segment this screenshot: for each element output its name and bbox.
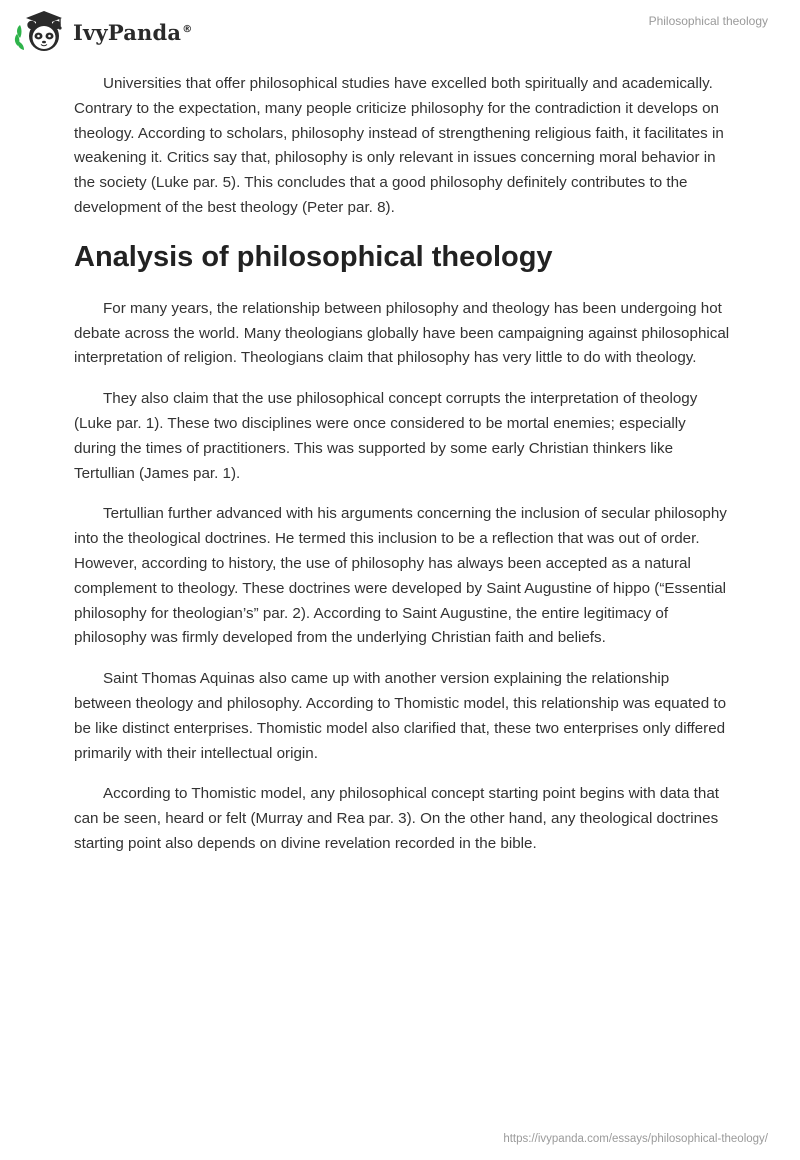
registered-mark: ® [182, 23, 193, 35]
section-heading: Analysis of philosophical theology [74, 240, 553, 273]
body-paragraph: Saint Thomas Aquinas also came up with another version explaining the relationship between theology and philosophy. According to Thomistic model, this relationship was equated to be like distinct enterprises. Thomistic model also clarified that, these two enterprises only differed primarily with their intellectual origin. [74, 670, 727, 762]
body-paragraph: They also claim that the use philosophical concept corrupts the interpretation of theology (Luke par. 1). These two disciplines were once considered to be mortal enemies; especially during the times of practitioners. This was supported by some early Christian thinkers like Tertullian (James par. 1). [74, 390, 698, 482]
body-paragraph: According to Thomistic model, any philosophical concept starting point begins with data that can be seen, heard or felt (Murray and Rea par. 3). On the other hand, any theological doctrines starting point also depends on divine revelation recorded in the bible. [74, 785, 720, 852]
source-url[interactable]: https://ivypanda.com/essays/philosophical-theology/ [503, 1133, 768, 1145]
ivypanda-logo[interactable] [14, 8, 192, 54]
brand-name [73, 20, 192, 45]
page-header [0, 0, 800, 60]
brand-name-text: IvyPanda [73, 19, 182, 45]
article-body [74, 72, 730, 873]
body-paragraph: For many years, the relationship between philosophy and theology has been undergoing hot debate across the world. Many theologians globally have been campaigning against philosophical interpretation of religion. Theologians claim that philosophy has very little to do with theology. [74, 299, 730, 367]
body-paragraph: Tertullian further advanced with his arguments concerning the inclusion of secular philosophy into the theological doctrines. He termed this inclusion to be a reflection that was out of order. However, according to history, the use of philosophy has always been accepted as a natural complement to theology. These doctrines were developed by Saint Augustine of hippo (“Essential philosophy for theologian’s” par. 2). According to Saint Augustine, the entire legitimacy of philosophy was firmly developed from the underlying Christian faith and beliefs. [74, 505, 727, 647]
document-title: Philosophical theology [648, 14, 768, 28]
panda-graduate-logo-icon [14, 8, 70, 54]
intro-paragraph: Universities that offer philosophical studies have excelled both spiritually and academically. Contrary to the expectation, many people criticize philosophy for the contradiction it develops on theology. According to scholars, philosophy instead of strengthening religious faith, it facilitates in weakening it. Critics say that, philosophy is only relevant in issues concerning moral behavior in the society (Luke par. 5). This concludes that a good philosophy definitely contributes to the development of the best theology (Peter par. 8). [74, 75, 724, 216]
